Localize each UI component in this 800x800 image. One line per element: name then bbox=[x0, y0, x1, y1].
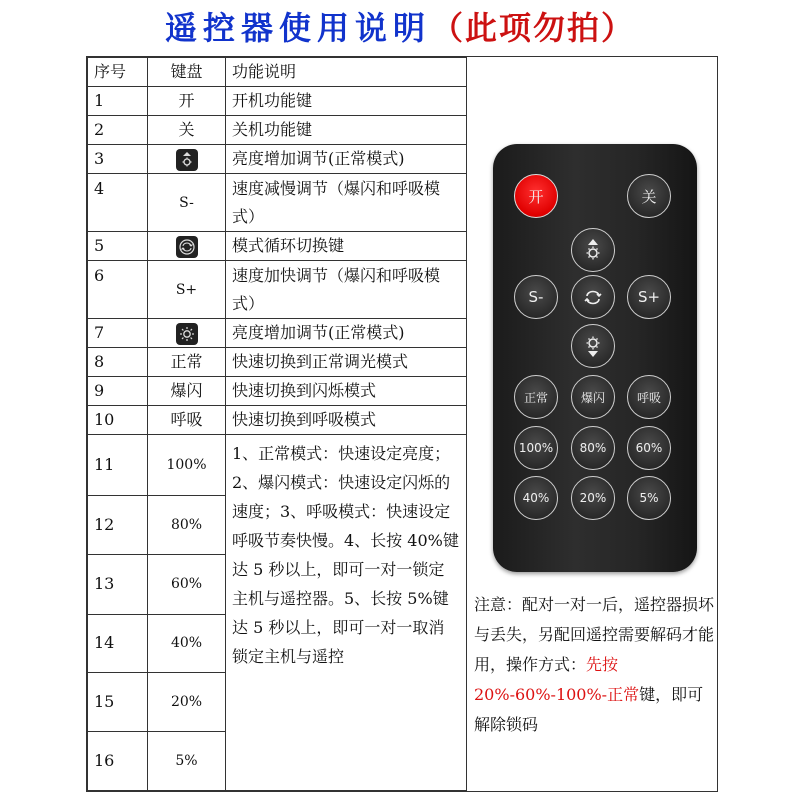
row-num: 13 bbox=[88, 554, 148, 614]
row-num: 9 bbox=[88, 377, 148, 406]
row-num: 16 bbox=[88, 731, 148, 790]
brightness-up-icon bbox=[578, 235, 608, 265]
row-num: 3 bbox=[88, 145, 148, 174]
row-key: 60% bbox=[148, 554, 226, 614]
table-row bbox=[88, 232, 467, 261]
pairing-note bbox=[474, 590, 714, 740]
row-desc: 开机功能键 bbox=[226, 87, 467, 116]
row-key: 呼吸 bbox=[148, 406, 226, 435]
table-row bbox=[88, 406, 467, 435]
row-num: 14 bbox=[88, 614, 148, 672]
row-key: 爆闪 bbox=[148, 377, 226, 406]
brightness-down-button[interactable] bbox=[571, 324, 615, 368]
row-num: 4 bbox=[88, 174, 148, 232]
note-tail: 键，即可解除锁码 bbox=[474, 685, 704, 734]
row-desc: 快速切换到闪烁模式 bbox=[226, 377, 467, 406]
row-num: 15 bbox=[88, 672, 148, 731]
merged-desc: 1、正常模式：快速设定亮度；2、爆闪模式：快速设定闪烁的速度；3、呼吸模式：快速设定呼吸节奏快慢。4、长按 40%键达 5 秒以上，即可一对一锁定主机与遥控器。5、长按 5%键达 5 秒以上，即可一对一取消锁定主机与遥控 bbox=[226, 435, 467, 791]
row-num: 7 bbox=[88, 319, 148, 348]
row-num: 8 bbox=[88, 348, 148, 377]
title-note: （此项勿拍） bbox=[431, 9, 636, 47]
brightness-down-icon bbox=[578, 331, 608, 361]
row-num: 5 bbox=[88, 232, 148, 261]
mode-cycle-icon bbox=[579, 283, 607, 311]
row-key bbox=[148, 319, 226, 348]
header-desc: 功能说明 bbox=[226, 58, 467, 87]
row-key: 20% bbox=[148, 672, 226, 731]
row-desc: 亮度增加调节(正常模式) bbox=[226, 145, 467, 174]
mode-cycle-button[interactable] bbox=[571, 275, 615, 319]
brightness-80-button[interactable]: 80% bbox=[571, 426, 615, 470]
table-row bbox=[88, 145, 467, 174]
row-key: 关 bbox=[148, 116, 226, 145]
row-key bbox=[148, 232, 226, 261]
brightness-20-button[interactable]: 20% bbox=[571, 476, 615, 520]
row-desc: 速度加快调节（爆闪和呼吸模式） bbox=[226, 261, 467, 319]
row-num: 6 bbox=[88, 261, 148, 319]
row-key: 40% bbox=[148, 614, 226, 672]
table-row bbox=[88, 87, 467, 116]
brightness-40-button[interactable]: 40% bbox=[514, 476, 558, 520]
normal-mode-button[interactable]: 正常 bbox=[514, 375, 558, 419]
strobe-mode-button[interactable]: 爆闪 bbox=[571, 375, 615, 419]
brightness-5-button[interactable]: 5% bbox=[627, 476, 671, 520]
row-num: 10 bbox=[88, 406, 148, 435]
note-text: 注意：配对一对一后，遥控器损坏与丢失，另配回遥控需要解码才能用，操作方式： bbox=[474, 595, 715, 674]
title-main: 遥控器使用说明 bbox=[164, 9, 431, 47]
row-desc: 亮度增加调节(正常模式) bbox=[226, 319, 467, 348]
table-row bbox=[88, 348, 467, 377]
row-desc: 快速切换到正常调光模式 bbox=[226, 348, 467, 377]
power-on-button[interactable]: 开 bbox=[514, 174, 558, 218]
speed-down-button[interactable]: S- bbox=[514, 275, 558, 319]
row-desc: 快速切换到呼吸模式 bbox=[226, 406, 467, 435]
row-key: 开 bbox=[148, 87, 226, 116]
row-num: 11 bbox=[88, 435, 148, 495]
row-desc: 速度减慢调节（爆闪和呼吸模式） bbox=[226, 174, 467, 232]
mode-cycle-icon bbox=[176, 236, 198, 258]
power-off-button[interactable]: 关 bbox=[627, 174, 671, 218]
header-num: 序号 bbox=[88, 58, 148, 87]
header-key: 键盘 bbox=[148, 58, 226, 87]
table-row bbox=[88, 116, 467, 145]
row-key: S- bbox=[148, 174, 226, 232]
table-row bbox=[88, 377, 467, 406]
brightness-100-button[interactable]: 100% bbox=[514, 426, 558, 470]
row-desc: 模式循环切换键 bbox=[226, 232, 467, 261]
table-row bbox=[88, 174, 467, 232]
brightness-icon bbox=[176, 323, 198, 345]
remote-control bbox=[493, 144, 697, 572]
note-red-text: 先按 20%-60%-100%-正常 bbox=[474, 655, 640, 704]
row-num: 12 bbox=[88, 495, 148, 554]
row-key bbox=[148, 145, 226, 174]
key-table bbox=[87, 57, 467, 791]
row-num: 1 bbox=[88, 87, 148, 116]
speed-up-button[interactable]: S+ bbox=[627, 275, 671, 319]
brightness-60-button[interactable]: 60% bbox=[627, 426, 671, 470]
table-row bbox=[88, 319, 467, 348]
table-row bbox=[88, 261, 467, 319]
table-row bbox=[88, 435, 467, 495]
row-key: 正常 bbox=[148, 348, 226, 377]
row-key: 100% bbox=[148, 435, 226, 495]
page-title bbox=[0, 0, 800, 52]
brightness-up-icon bbox=[176, 149, 198, 171]
row-key: S+ bbox=[148, 261, 226, 319]
row-num: 2 bbox=[88, 116, 148, 145]
row-key: 80% bbox=[148, 495, 226, 554]
breath-mode-button[interactable]: 呼吸 bbox=[627, 375, 671, 419]
row-key: 5% bbox=[148, 731, 226, 790]
brightness-up-button[interactable] bbox=[571, 228, 615, 272]
row-desc: 关机功能键 bbox=[226, 116, 467, 145]
